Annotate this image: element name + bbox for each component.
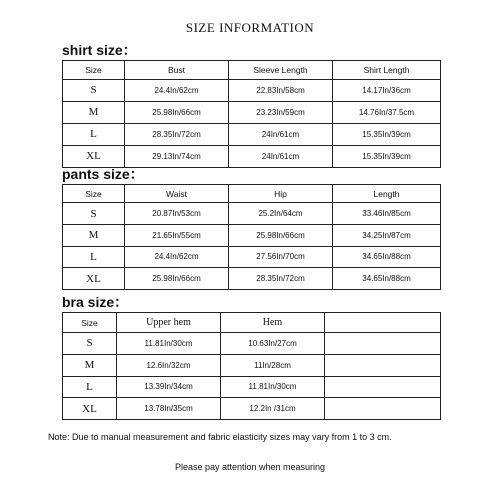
measurement-cell: 24.4In/62cm (125, 79, 229, 101)
measurement-cell: 28.35In/72cm (125, 123, 229, 145)
measurement-cell: 29.13In/74cm (125, 145, 229, 167)
measurement-cell (325, 376, 441, 398)
header-cell: Bust (125, 61, 229, 80)
table-row (63, 333, 441, 355)
table-row (63, 224, 441, 246)
table-row (63, 123, 441, 145)
measurement-cell: 25.98In/66cm (229, 224, 333, 246)
table-header-row (63, 185, 441, 203)
size-cell: M (63, 224, 125, 246)
measurement-cell: 34.65In/88cm (333, 268, 441, 290)
measuring-reminder: Please pay attention when measuring (174, 462, 326, 472)
measurement-cell: 13.39In/34cm (117, 376, 221, 398)
measurement-cell: 27.56In/70cm (229, 246, 333, 268)
measurement-cell: 11.81In/30cm (117, 333, 221, 355)
measurement-cell: 11In/28cm (221, 354, 325, 376)
measurement-cell: 34.65In/88cm (333, 246, 441, 268)
measurement-cell: 25.2In/64cm (229, 203, 333, 225)
measurement-note: Note: Due to manual measurement and fabric elasticity sizes may vary from 1 to 3 cm. (48, 432, 392, 442)
measurement-cell: 33.46In/85cm (333, 203, 441, 225)
pants-size-table (62, 184, 441, 290)
header-cell: Size (63, 185, 125, 203)
table-row (63, 101, 441, 123)
size-cell: M (63, 354, 117, 376)
table-row (63, 376, 441, 398)
measurement-cell: 28.35In/72cm (229, 268, 333, 290)
measurement-cell (325, 354, 441, 376)
measurement-cell (325, 398, 441, 420)
size-cell: S (63, 333, 117, 355)
measurement-cell: 21.65In/55cm (125, 224, 229, 246)
measurement-cell: 14.17In/36cm (333, 79, 441, 101)
measurement-cell: 24In/61cm (229, 145, 333, 167)
table-row (63, 354, 441, 376)
size-cell: XL (63, 268, 125, 290)
table-row (63, 79, 441, 101)
pants-size-heading: pants size： (62, 166, 144, 182)
measurement-cell: 25.98In/66cm (125, 268, 229, 290)
measurement-cell: 23.23In/59cm (229, 101, 333, 123)
page-title: SIZE INFORMATION (185, 20, 315, 35)
header-cell: Sleeve Length (229, 61, 333, 80)
shirt-size-heading: shirt size： (62, 42, 137, 58)
measurement-cell: 15.35In/39cm (333, 123, 441, 145)
size-cell: L (63, 123, 125, 145)
measurement-cell: 24In/61cm (229, 123, 333, 145)
header-cell: Upper hem (117, 313, 221, 333)
measurement-cell: 12.6In/32cm (117, 354, 221, 376)
size-cell: XL (63, 145, 125, 167)
measurement-cell: 15.35In/39cm (333, 145, 441, 167)
header-cell: Shirt Length (333, 61, 441, 80)
table-row (63, 398, 441, 420)
header-cell: Hem (221, 313, 325, 333)
table-row (63, 246, 441, 268)
measurement-cell: 20.87In/53cm (125, 203, 229, 225)
header-cell: Length (333, 185, 441, 203)
size-cell: L (63, 246, 125, 268)
size-cell: S (63, 79, 125, 101)
header-cell (325, 313, 441, 333)
size-cell: L (63, 376, 117, 398)
size-cell: M (63, 101, 125, 123)
bra-size-heading: bra size： (62, 294, 129, 310)
measurement-cell: 13.78In/35cm (117, 398, 221, 420)
measurement-cell: 10.63In/27cm (221, 333, 325, 355)
measurement-cell: 24.4In/62cm (125, 246, 229, 268)
shirt-size-table (62, 60, 441, 168)
table-header-row (63, 61, 441, 80)
size-cell: S (63, 203, 125, 225)
header-cell: Hip (229, 185, 333, 203)
measurement-cell: 14.76In/37.5cm (333, 101, 441, 123)
measurement-cell: 25.98In/66cm (125, 101, 229, 123)
header-cell: Size (63, 313, 117, 333)
measurement-cell: 34.25In/87cm (333, 224, 441, 246)
measurement-cell: 11.81In/30cm (221, 376, 325, 398)
measurement-cell (325, 333, 441, 355)
table-header-row (63, 313, 441, 333)
bra-size-table (62, 312, 441, 420)
size-cell: XL (63, 398, 117, 420)
header-cell: Waist (125, 185, 229, 203)
table-row (63, 268, 441, 290)
table-row (63, 203, 441, 225)
header-cell: Size (63, 61, 125, 80)
measurement-cell: 12.2In /31cm (221, 398, 325, 420)
measurement-cell: 22.83In/58cm (229, 79, 333, 101)
